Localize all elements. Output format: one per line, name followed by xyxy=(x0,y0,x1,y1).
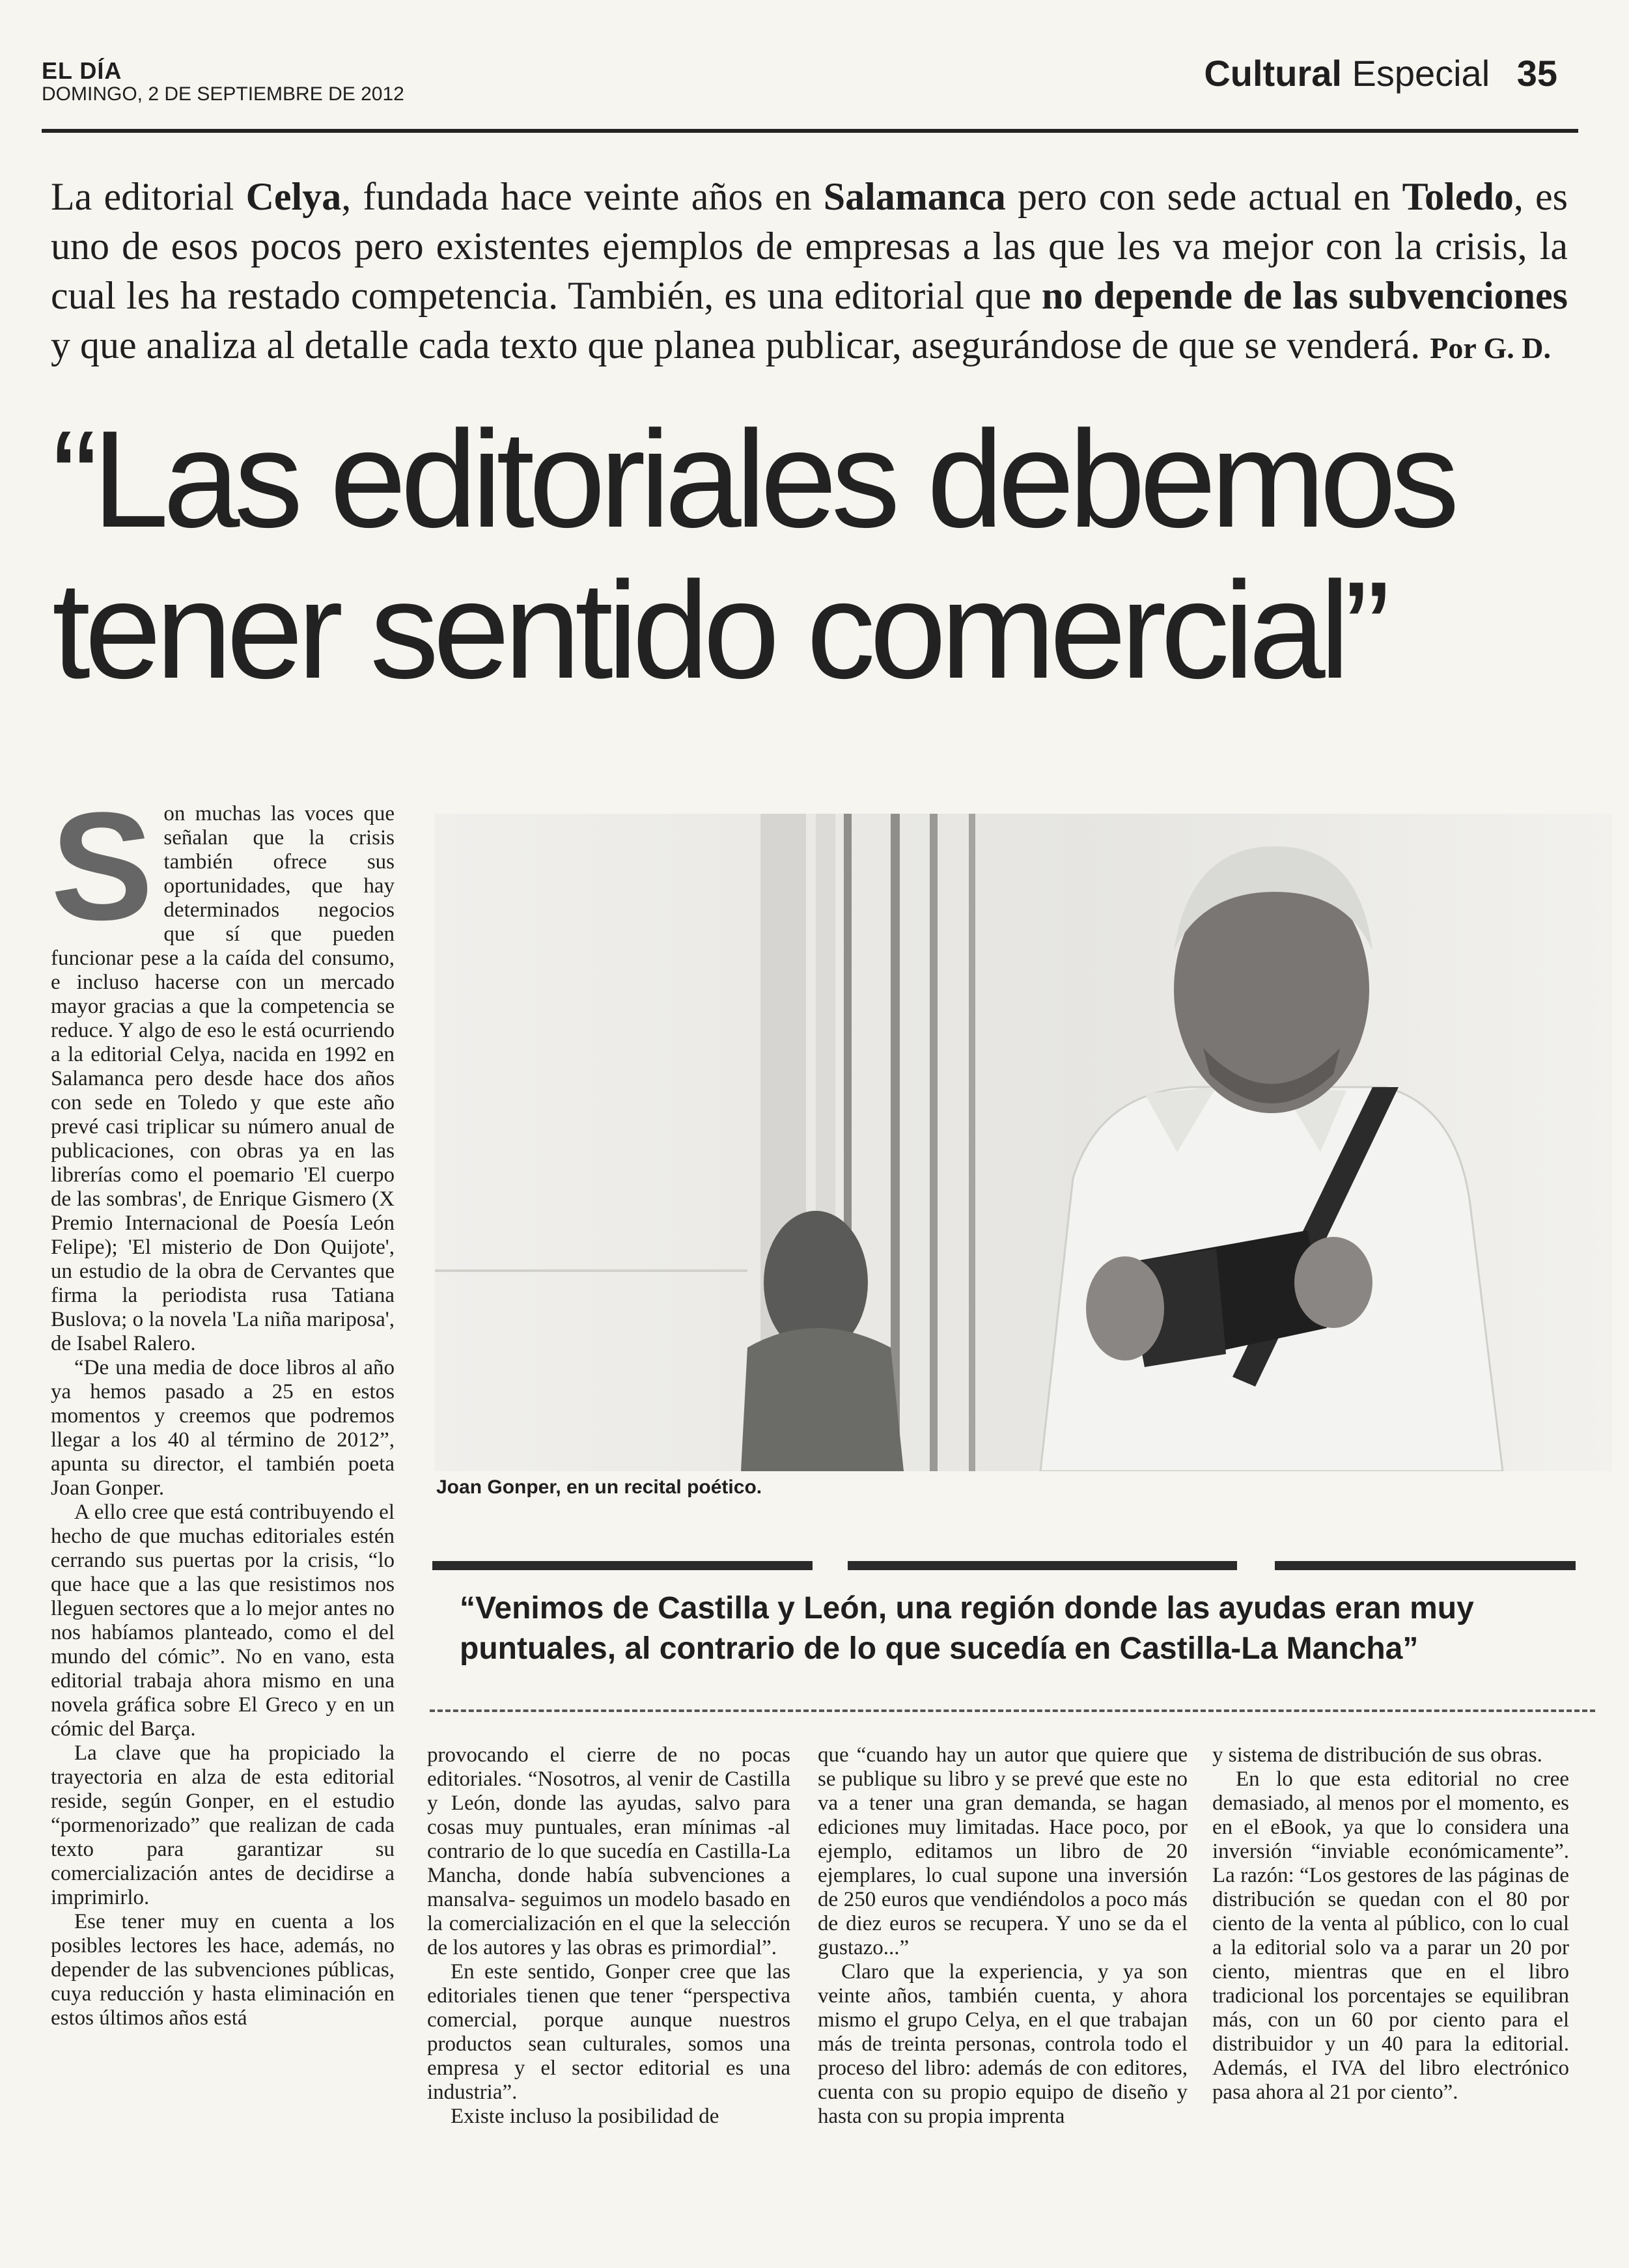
pullquote: “Venimos de Castilla y León, una región donde las ayudas eran muy puntuales, al contrario de lo que sucedía en Castilla-La Mancha” xyxy=(460,1591,1474,1666)
header-rule xyxy=(42,129,1578,133)
body-paragraph: En lo que esta editorial no cree demasiado, al menos por el momento, es en el eBook, ya que lo considera una inversión “inviable económicamente”. La razón: “Los gestores de las páginas de distribución se quedan con el 80 por ciento de la venta al público, con lo cual a la editorial solo va a parar un 20 por ciento, mientras que en el libro tradicional los porcentajes se equilibran más, con un 60 por ciento para el distribuidor y un 40 para la editorial. Además, el IVA del libro electrónico pasa ahora al 21 por ciento”. xyxy=(1212,1767,1569,2104)
body-paragraph: A ello cree que está contribuyendo el hecho de que muchas editoriales estén cerrando sus puertas por la crisis, “lo que hace que a las que resistimos nos lleguen sectores que a lo mejor antes no nos habíamos planteado, como el del mundo del cómic”. No en vano, esta editorial trabaja ahora mismo en una novela gráfica sobre El Greco y en un cómic del Barça. xyxy=(51,1500,395,1741)
body-paragraph: La clave que ha propiciado la trayectoria en alza de esta editorial reside, según Gonper, en el estudio “pormenorizado” que realizan de cada texto para garantizar su comercialización antes de decidirse a imprimirlo. xyxy=(51,1741,395,1909)
pullquote-bar-2 xyxy=(848,1561,1237,1570)
masthead-date: DOMINGO, 2 DE SEPTIEMBRE DE 2012 xyxy=(42,83,404,105)
masthead-name: EL DÍA xyxy=(42,57,122,84)
body-paragraph: que “cuando hay un autor que quiere que se publique su libro y se prevé que este no va a tener una gran demanda, se hagan ediciones muy limitadas. Hace poco, por ejemplo, editamos un libro de 20 ejemplares, lo cual supone una inversión de 250 euros que vendiéndolos a poco más de diez euros se recupera. Y uno se da el gustazo...” xyxy=(818,1743,1188,1959)
page-number: 35 xyxy=(1516,53,1557,94)
photo-joan-gonper xyxy=(435,814,1612,1471)
subsection-label: Especial xyxy=(1352,53,1490,94)
body-paragraph: Existe incluso la posibilidad de xyxy=(451,2105,719,2128)
body-paragraph: Ese tener muy en cuenta a los posibles lectores les hace, además, no depender de las subvenciones públicas, cuya reducción y hasta eliminación en estos últimos años está xyxy=(51,1910,395,2030)
photo-caption: Joan Gonper, en un recital poético. xyxy=(436,1476,762,1498)
headline-line-1: “Las editoriales debemos xyxy=(52,402,1454,556)
body-paragraph: En este sentido, Gonper cree que las editoriales tienen que tener “perspectiva comercial, porque aunque nuestros productos sean culturales, somos una empresa y el sector editorial es una industria”. xyxy=(427,1960,790,2104)
body-paragraph: Claro que la experiencia, y ya son veinte años, también cuenta, y ahora mismo el grupo Celya, en el que trabajan más de treinta personas, controla todo el proceso del libro: además de con editores, cuenta con su propio equipo de diseño y hasta con su propia imprenta xyxy=(818,1960,1188,2128)
body-paragraph: provocando el cierre de no pocas editoriales. “Nosotros, al venir de Castilla y León, donde las ayudas, salvo para cosas muy puntuales, eran mínimas -al contrario de lo que sucedía en Castilla-La Mancha, donde había subvenciones a mansalva- seguimos un modelo basado en la comercialización en el que la selección de los autores y las obras es primordial”. xyxy=(427,1743,790,1959)
pullquote-bar-1 xyxy=(432,1561,813,1570)
body-column-4 xyxy=(1212,1743,1569,2105)
body-paragraph: y sistema de distribución de sus obras. xyxy=(1212,1743,1542,1767)
section-label: Cultural xyxy=(1204,53,1342,94)
drop-cap: S xyxy=(51,781,154,952)
section-title xyxy=(1204,52,1557,94)
headline xyxy=(52,404,1569,706)
pullquote-bar-3 xyxy=(1275,1561,1576,1570)
dashed-rule xyxy=(430,1709,1595,1712)
lead-paragraph: La editorial Celya, fundada hace veinte años en Salamanca pero con sede actual en Toledo, es uno de esos pocos pero existentes ejemplos de empresas a las que les va mejor con la crisis, la cual les ha restado competencia. También, es una editorial que no depende de las subvenciones y que analiza al detalle cada texto que planea publicar, asegurándose de que se venderá. Por G. D. xyxy=(51,175,1568,366)
byline: Por G. D. xyxy=(1430,331,1551,365)
body-column-2 xyxy=(427,1743,790,2129)
headline-line-2: tener sentido comercial” xyxy=(52,553,1385,707)
body-column-1 xyxy=(51,781,395,2030)
body-paragraph: “De una media de doce libros al año ya hemos pasado a 25 en estos momentos y creemos que podremos llegar a los 40 al término de 2012”, apunta su director, el también poeta Joan Gonper. xyxy=(51,1356,395,1500)
body-column-3 xyxy=(818,1743,1188,2129)
photo-illustration xyxy=(435,814,1612,1471)
body-paragraph: Son muchas las voces que señalan que la crisis también ofrece sus oportunidades, que hay determinados negocios que sí que pueden funcionar pese a la caída del consumo, e incluso hacerse con un mercado mayor gracias a que la competencia se reduce. Y algo de eso le está ocurriendo a la editorial Celya, nacida en 1992 en Salamanca pero desde hace dos años con sede en Toledo y que este año prevé casi triplicar su número anual de publicaciones, con obras ya en las librerías como el poemario 'El cuerpo de las sombras', de Enrique Gismero (X Premio Internacional de Poesía León Felipe); 'El misterio de Don Quijote', un estudio de la obra de Cervantes que firma la periodista rusa Tatiana Buslova; o la novela 'La niña mariposa', de Isabel Ralero. xyxy=(51,781,395,1355)
